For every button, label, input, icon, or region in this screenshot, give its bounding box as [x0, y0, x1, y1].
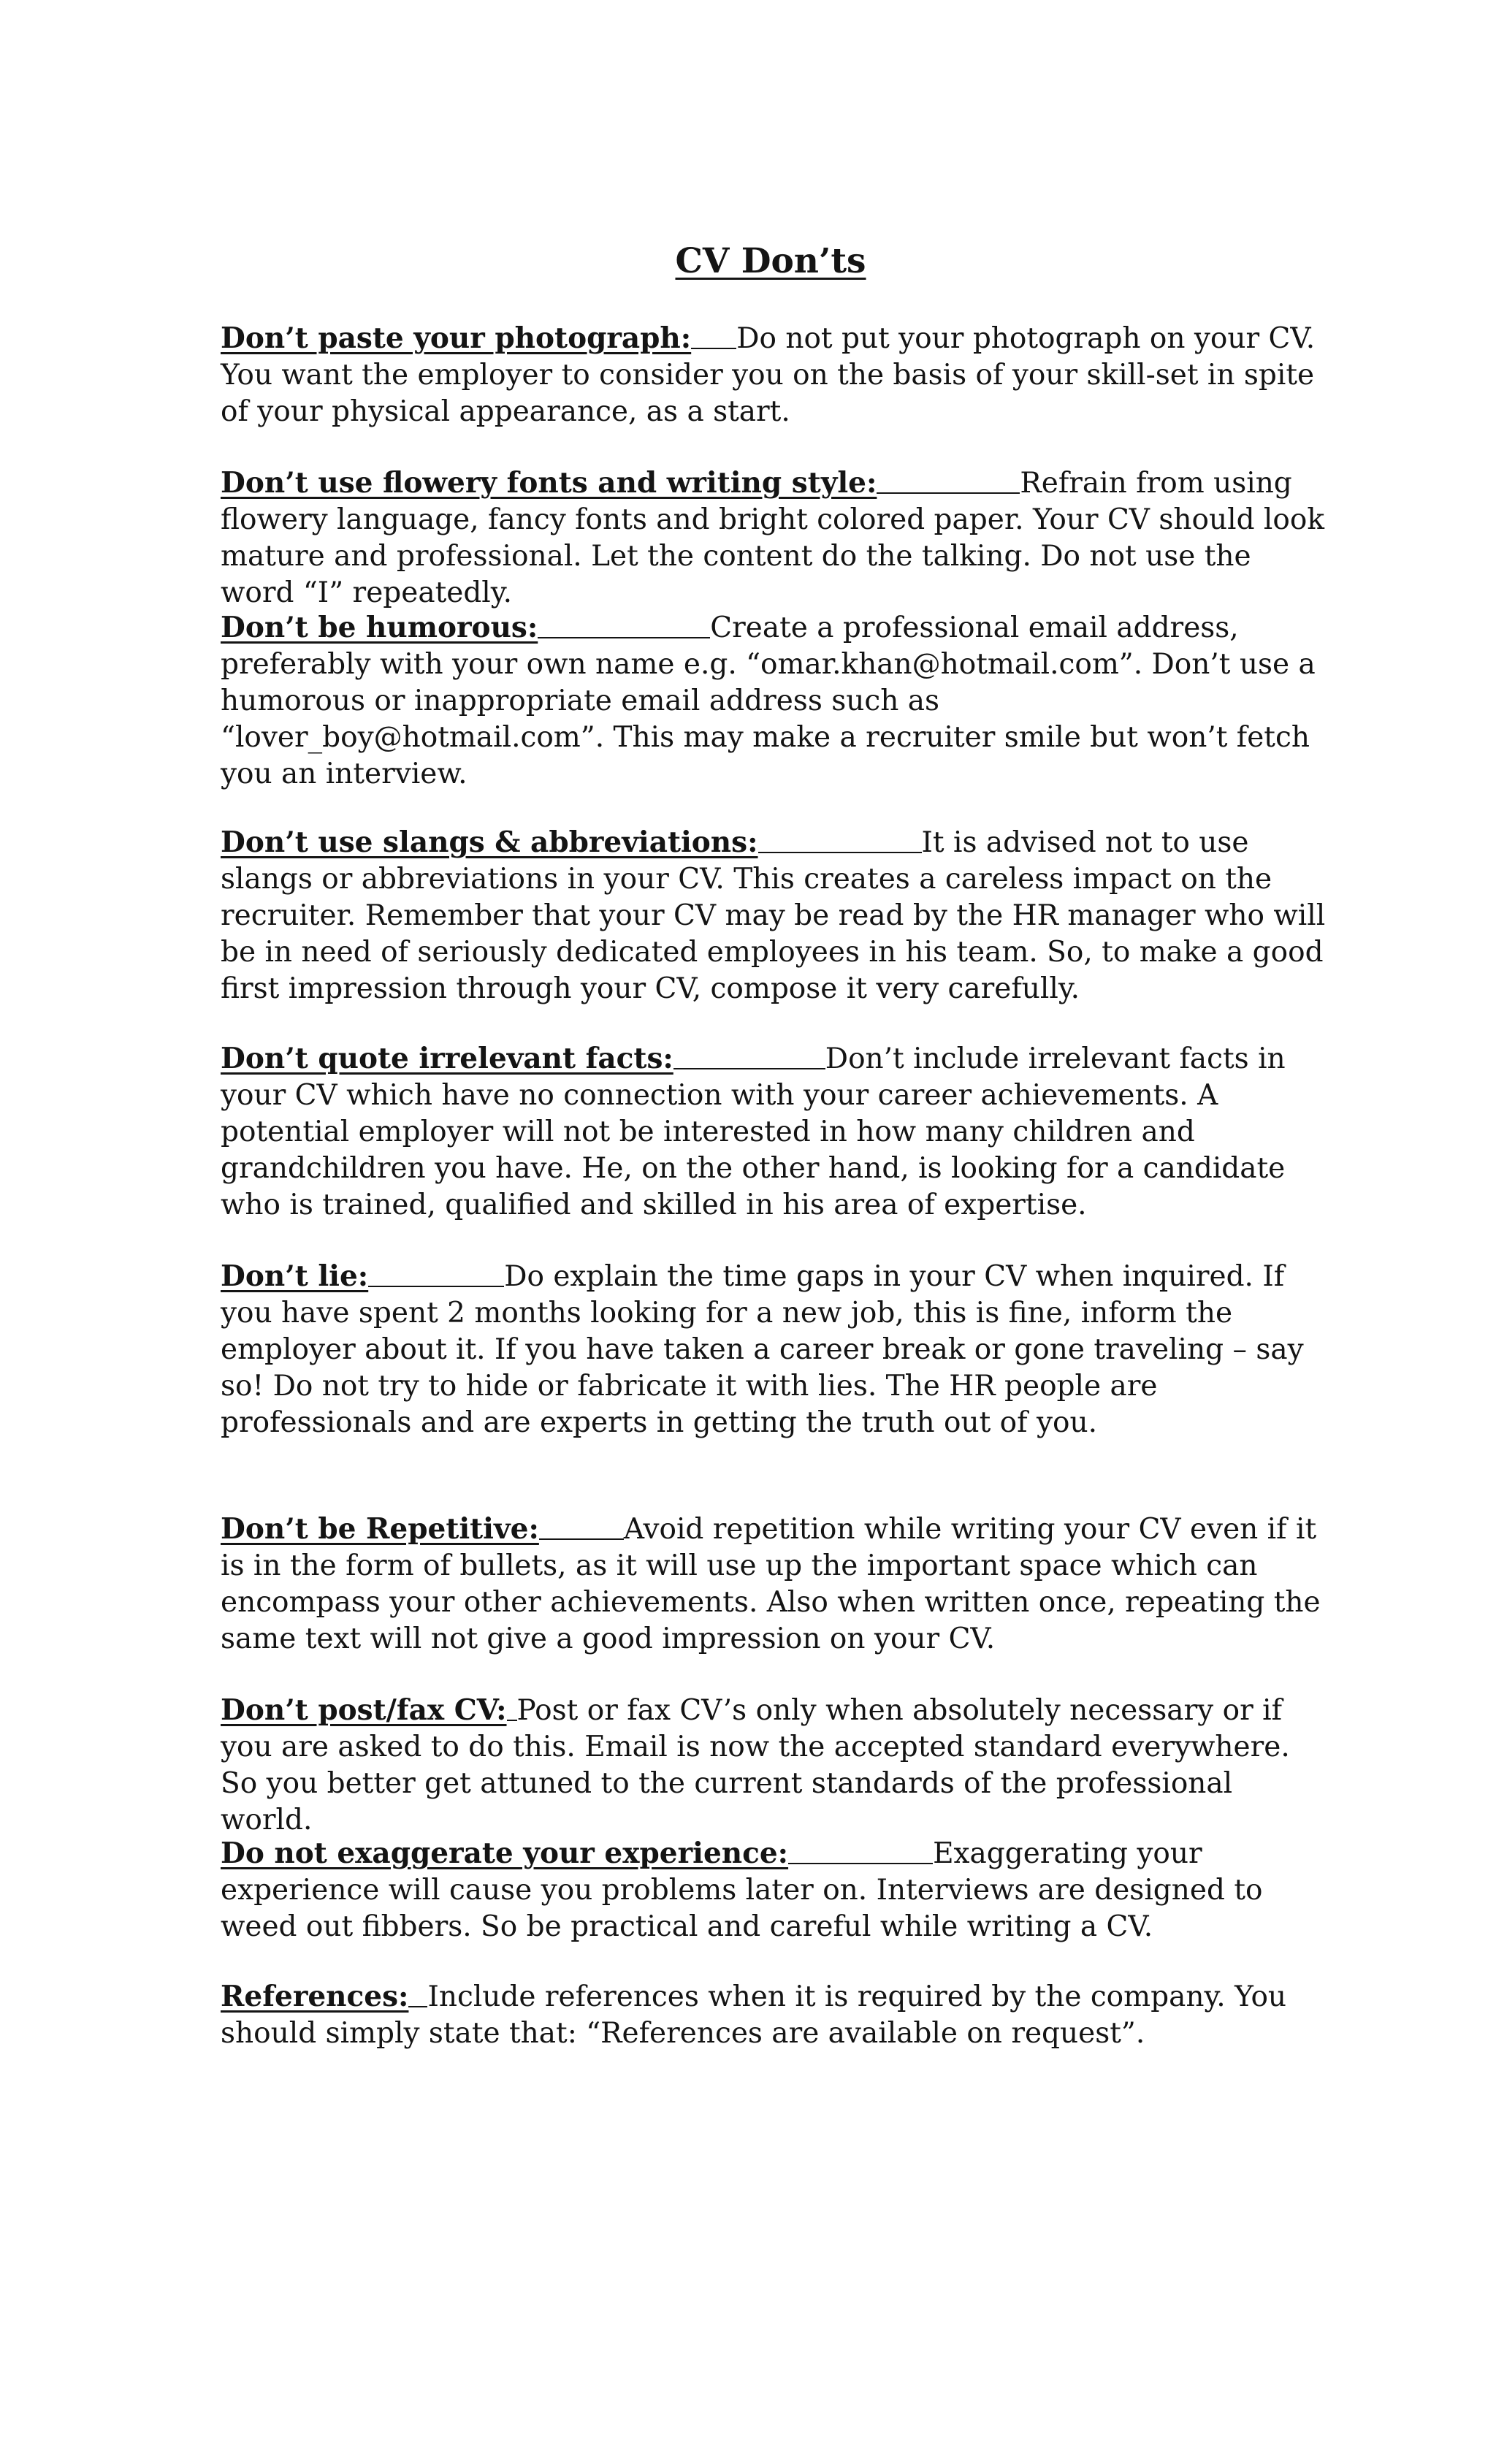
section-text: Post or fax CV’s only when absolutely necessary or if you are asked to do this. Email is now the accepted standard everywhere. So you better get attuned to the current standards of the professional world.: [221, 1694, 1290, 1836]
fill-line: [538, 637, 710, 638]
section-text: Refrain from using flowery language, fancy fonts and bright colored paper. Your CV should look mature and professional. Let the content do the talking. Do not use the word “I” repeatedly.: [221, 467, 1325, 609]
fill-line: [368, 1286, 504, 1287]
section-heading: Don’t post/fax CV:: [221, 1693, 507, 1727]
section-heading: Do not exaggerate your experience:: [221, 1836, 789, 1870]
fill-line: [758, 852, 922, 853]
fill-line: [408, 2006, 427, 2007]
section-heading: Don’t quote irrelevant facts:: [221, 1042, 673, 1075]
section-photograph: [221, 320, 1331, 430]
section-text: It is advised not to use slangs or abbreviations in your CV. This creates a careless impact on the recruiter. Remember that your CV may be read by the HR manager who will be in need of seriously dedicated employees in his team. So, to make a good first impression through your CV, compose it very carefully.: [221, 826, 1326, 1005]
section-lie: [221, 1258, 1331, 1441]
fill-line: [539, 1538, 624, 1540]
fill-line: [673, 1068, 825, 1069]
section-heading: Don’t lie:: [221, 1259, 369, 1293]
section-text: Don’t include irrelevant facts in your CV which have no connection with your career achievements. A potential employer will not be interested in how many children and grandchildren you have. He, on the other hand, is looking for a candidate who is trained, qualified and skilled in his area of expertise.: [221, 1042, 1286, 1221]
section-heading: Don’t use slangs & abbreviations:: [221, 825, 758, 859]
section-heading: Don’t paste your photograph:: [221, 321, 692, 355]
section-text: Exaggerating your experience will cause you problems later on. Interviews are designed to weed out fibbers. So be practical and careful while writing a CV.: [221, 1837, 1263, 1943]
section-flowery-fonts: [221, 465, 1331, 611]
section-post-fax: [221, 1692, 1331, 1839]
section-humorous: [221, 609, 1331, 793]
fill-line: [788, 1863, 933, 1864]
section-text: Do not put your photograph on your CV. You want the employer to consider you on the basis of your skill-set in spite of your physical appearance, as a start.: [221, 322, 1316, 428]
section-heading: Don’t be humorous:: [221, 611, 538, 644]
fill-line: [691, 348, 736, 349]
fill-line: [877, 492, 1020, 494]
section-heading: References:: [221, 1980, 409, 2013]
section-text: Do explain the time gaps in your CV when inquired. If you have spent 2 months looking for a new job, this is fine, inform the employer about it. If you have taken a career break or gone traveling – say so! Do not try to hide or fabricate it with lies. The HR people are professionals and are experts in getting the truth out of you.: [221, 1260, 1304, 1439]
section-heading: Don’t be Repetitive:: [221, 1512, 539, 1546]
section-text: Avoid repetition while writing your CV even if it is in the form of bullets, as it will use up the important space which can encompass your other achievements. Also when written once, repeating the same text will not give a good impression on your CV.: [221, 1513, 1321, 1655]
section-slangs: [221, 824, 1331, 1007]
section-text: Create a professional email address, preferably with your own name e.g. “omar.khan@hotmail.com”. Don’t use a humorous or inappropriate email address such as “lover_boy@hotmail.com”. This may make a recruiter smile but won’t fetch you an interview.: [221, 611, 1316, 790]
section-heading: Don’t use flowery fonts and writing style:: [221, 466, 877, 500]
document-title: CV Don’ts: [675, 241, 866, 281]
section-exaggerate: [221, 1835, 1331, 1945]
section-irrelevant-facts: [221, 1040, 1331, 1224]
section-text: Include references when it is required by the company. You should simply state that: “References are available on request”.: [221, 1980, 1287, 2050]
fill-line: [507, 1720, 517, 1721]
section-references: [221, 1978, 1331, 2052]
section-repetitive: [221, 1511, 1331, 1658]
